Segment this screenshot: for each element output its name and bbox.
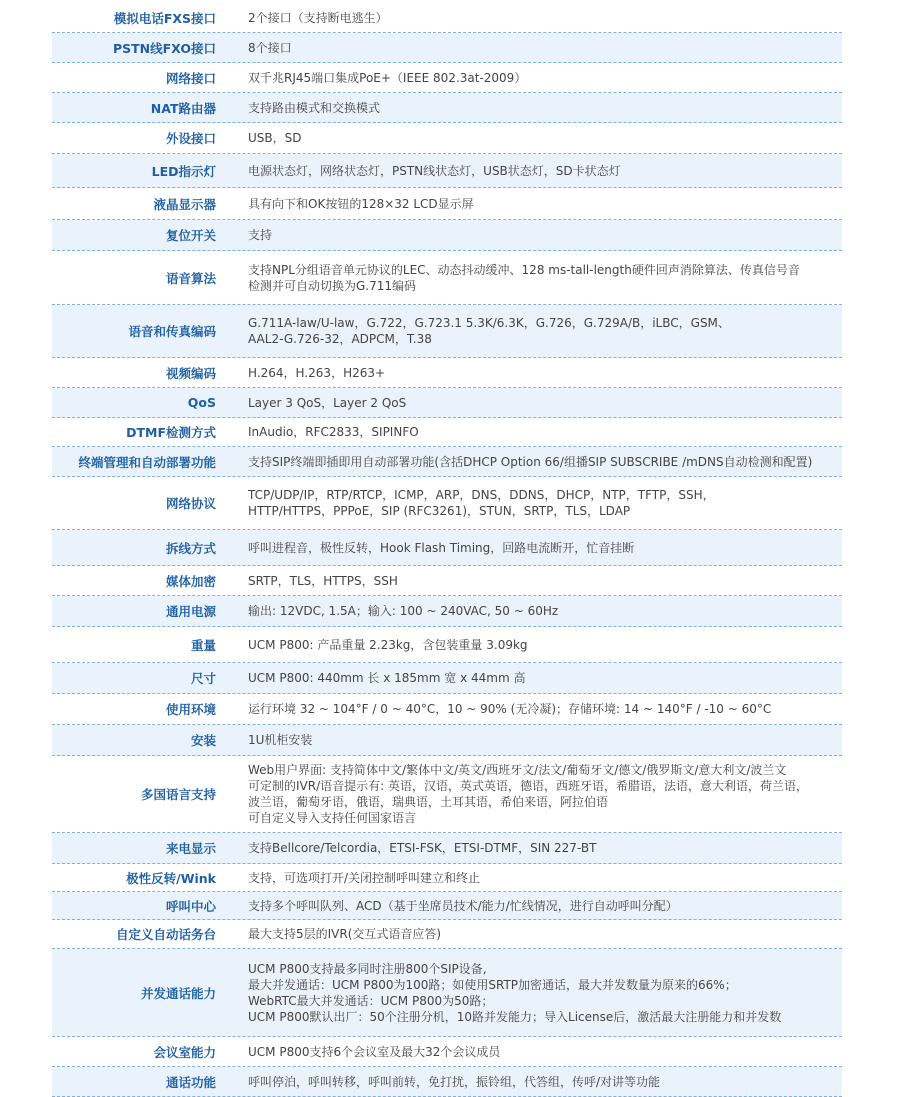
spec-row — [52, 251, 842, 305]
spec-value — [227, 123, 842, 153]
spec-value-line: AAL2-G.726-32，ADPCM，T.38 — [248, 332, 432, 346]
spec-value-line: UCM P800支持6个会议室及最大32个会议成员 — [248, 1044, 501, 1059]
spec-row — [52, 530, 842, 566]
spec-label: LED指示灯 — [151, 163, 216, 179]
spec-value-line: G.711A-law/U-law，G.722，G.723.1 5.3K/6.3K，G.726，G.729A/B，iLBC，GSM、 — [248, 316, 730, 330]
spec-row — [52, 123, 842, 154]
spec-value-line: 支持SIP终端即插即用自动部署功能(含括DHCP Option 66/组播SIP SUBSCRIBE /mDNS自动检测和配置) — [248, 454, 813, 469]
spec-label: 终端管理和自动部署功能 — [78, 454, 216, 470]
spec-value — [227, 388, 842, 417]
spec-value-line: SRTP，TLS，HTTPS，SSH — [248, 573, 398, 588]
spec-value-line: InAudio，RFC2833，SIPINFO — [248, 425, 419, 439]
spec-row — [52, 1067, 842, 1097]
spec-row — [52, 725, 842, 756]
spec-value-line: 支持 — [248, 228, 273, 242]
spec-value-line: 具有向下和OK按钮的128×32 LCD显示屏 — [248, 196, 474, 211]
spec-label: 来电显示 — [165, 841, 216, 856]
spec-label: 安装 — [190, 733, 216, 748]
spec-value — [227, 627, 842, 662]
spec-value-line: Web用户界面: 支持简体中文/繁体中文/英文/西班牙文/法文/葡萄牙文/德文/俄罗斯文/意大利文/波兰文 — [248, 763, 787, 777]
spec-value — [227, 1037, 842, 1066]
spec-label: 自定义自动话务台 — [115, 927, 216, 942]
spec-value-line: 检测并可自动切换为G.711编码 — [248, 278, 417, 293]
spec-value — [227, 93, 842, 122]
spec-value — [227, 305, 842, 357]
spec-value — [227, 447, 842, 476]
spec-label: 多国语言支持 — [140, 787, 216, 802]
spec-value-line: WebRTC最大并发通话：UCM P800为50路； — [248, 993, 494, 1008]
spec-value-line: 支持多个呼叫队列、ACD（基于坐席员技术/能力/忙线情况，进行自动呼叫分配） — [248, 898, 678, 913]
spec-label: 视频编码 — [165, 365, 216, 381]
spec-value — [227, 33, 842, 62]
spec-row — [52, 63, 842, 93]
spec-row — [52, 418, 842, 447]
spec-value — [227, 530, 842, 565]
spec-row — [52, 949, 842, 1037]
spec-value — [227, 154, 842, 187]
spec-value-line: USB，SD — [248, 131, 302, 145]
spec-value-line: 8个接口 — [248, 40, 292, 55]
spec-value — [227, 756, 842, 832]
spec-value-line: 支持NPL分组语音单元协议的LEC、动态抖动缓冲、128 ms-tall-length硬件回声消除算法、传真信号音 — [248, 262, 800, 277]
spec-row — [52, 220, 842, 251]
spec-row — [52, 447, 842, 477]
spec-row — [52, 566, 842, 596]
spec-row — [52, 33, 842, 63]
spec-label: 通用电源 — [165, 604, 216, 619]
spec-row — [52, 694, 842, 725]
spec-value — [227, 63, 842, 92]
spec-row — [52, 663, 842, 694]
spec-value — [227, 920, 842, 948]
spec-value — [227, 251, 842, 304]
spec-value-line: 支持，可选项打开/关闭控制呼叫建立和终止 — [248, 870, 481, 885]
spec-row — [52, 596, 842, 627]
spec-label: 并发通话能力 — [140, 985, 216, 1001]
spec-label: 复位开关 — [165, 228, 216, 243]
spec-value-line: 可自定义导入支持任何国家语言 — [248, 811, 417, 825]
spec-value-line: 1U机柜安装 — [248, 733, 313, 747]
spec-label: 呼叫中心 — [165, 898, 216, 914]
spec-value-line: 2个接口（支持断电逃生） — [248, 10, 388, 25]
spec-label: 使用环境 — [165, 702, 216, 717]
spec-row — [52, 477, 842, 530]
spec-value-line: 最大并发通话：UCM P800为100路；如使用SRTP加密通话，最大并发数量为原来的66%； — [248, 977, 737, 992]
spec-value — [227, 694, 842, 724]
spec-label: 会议室能力 — [153, 1044, 216, 1060]
spec-label: 网络协议 — [165, 496, 216, 511]
spec-label: 极性反转/Wink — [126, 870, 216, 886]
spec-label: PSTN线FXO接口 — [112, 40, 216, 56]
spec-label: 通话功能 — [165, 1074, 216, 1090]
spec-value — [227, 663, 842, 693]
spec-value-line: 波兰语，葡萄牙语，俄语，瑞典语，土耳其语，希伯来语，阿拉伯语 — [248, 795, 609, 809]
spec-value — [227, 725, 842, 755]
spec-value — [227, 949, 842, 1036]
spec-row — [52, 892, 842, 920]
spec-value-line: 运行环境 32 ~ 104°F / 0 ~ 40°C，10 ~ 90% (无冷凝)；存储环境: 14 ~ 140°F / -10 ~ 60°C — [248, 702, 772, 716]
spec-label: 尺寸 — [190, 671, 216, 686]
spec-row — [52, 627, 842, 663]
spec-label: 语音算法 — [165, 270, 216, 286]
spec-value-line: 支持Bellcore/Telcordia，ETSI-FSK，ETSI-DTMF，SIN 227-BT — [248, 841, 597, 855]
spec-value — [227, 418, 842, 446]
spec-value — [227, 892, 842, 919]
spec-value — [227, 833, 842, 863]
spec-row — [52, 3, 842, 33]
spec-value — [227, 220, 842, 250]
spec-row — [52, 833, 842, 864]
spec-value — [227, 566, 842, 595]
spec-label: 外设接口 — [165, 131, 216, 146]
spec-table — [52, 3, 842, 1097]
spec-value-line: 电源状态灯，网络状态灯，PSTN线状态灯，USB状态灯，SD卡状态灯 — [248, 163, 621, 178]
spec-row — [52, 154, 842, 188]
spec-value — [227, 1067, 842, 1096]
spec-value — [227, 3, 842, 32]
spec-row — [52, 188, 842, 220]
spec-value — [227, 477, 842, 529]
spec-value-line: 输出: 12VDC, 1.5A；输入: 100 ~ 240VAC, 50 ~ 60Hz — [248, 604, 559, 618]
spec-value — [227, 358, 842, 387]
spec-value-line: 支持路由模式和交换模式 — [248, 100, 381, 115]
spec-label: 拆线方式 — [165, 540, 216, 556]
spec-value-line: Layer 3 QoS，Layer 2 QoS — [248, 395, 407, 410]
spec-row — [52, 920, 842, 949]
spec-label: 语音和传真编码 — [128, 324, 216, 339]
spec-value-line: 呼叫进程音，极性反转，Hook Flash Timing，回路电流断开，忙音挂断 — [248, 540, 635, 555]
spec-value — [227, 188, 842, 219]
spec-row — [52, 305, 842, 358]
spec-row — [52, 1037, 842, 1067]
spec-value — [227, 864, 842, 891]
spec-row — [52, 93, 842, 123]
spec-value-line: UCM P800: 产品重量 2.23kg，含包装重量 3.09kg — [248, 637, 528, 652]
spec-value-line: UCM P800支持最多同时注册800个SIP设备, — [248, 961, 487, 976]
spec-value-line: TCP/UDP/IP，RTP/RTCP，ICMP，ARP，DNS，DDNS，DHCP，NTP，TFTP，SSH， — [248, 488, 715, 502]
spec-row — [52, 358, 842, 388]
spec-value — [227, 596, 842, 626]
spec-label: 媒体加密 — [165, 573, 216, 589]
spec-label: DTMF检测方式 — [126, 425, 216, 440]
spec-label: 重量 — [190, 637, 216, 653]
spec-value-line: H.264，H.263，H263+ — [248, 365, 386, 380]
spec-value-line: UCM P800: 440mm 长 x 185mm 宽 x 44mm 高 — [248, 671, 526, 685]
spec-row — [52, 388, 842, 418]
spec-value-line: 双千兆RJ45端口集成PoE+（IEEE 802.3at-2009） — [248, 70, 527, 85]
spec-label: QoS — [187, 395, 216, 410]
spec-row — [52, 756, 842, 833]
spec-row — [52, 864, 842, 892]
spec-value-line: 最大支持5层的IVR(交互式语音应答) — [248, 927, 442, 941]
spec-value-line: UCM P800默认出厂：50个注册分机，10路并发能力；导入License后，激活最大注册能力和并发数 — [248, 1009, 782, 1024]
spec-value-line: 呼叫停泊，呼叫转移，呼叫前转，免打扰，振铃组，代答组，传呼/对讲等功能 — [248, 1074, 661, 1089]
spec-label: NAT路由器 — [150, 100, 216, 116]
spec-label: 网络接口 — [165, 70, 216, 86]
spec-value-line: HTTP/HTTPS，PPPoE，SIP (RFC3261)，STUN，SRTP，TLS，LDAP — [248, 504, 631, 518]
spec-label: 液晶显示器 — [153, 196, 216, 212]
spec-value-line: 可定制的IVR/语音提示有: 英语，汉语，英式英语，德语，西班牙语，希腊语，法语，意大利语，荷兰语， — [248, 779, 808, 793]
spec-label: 模拟电话FXS接口 — [113, 10, 216, 26]
